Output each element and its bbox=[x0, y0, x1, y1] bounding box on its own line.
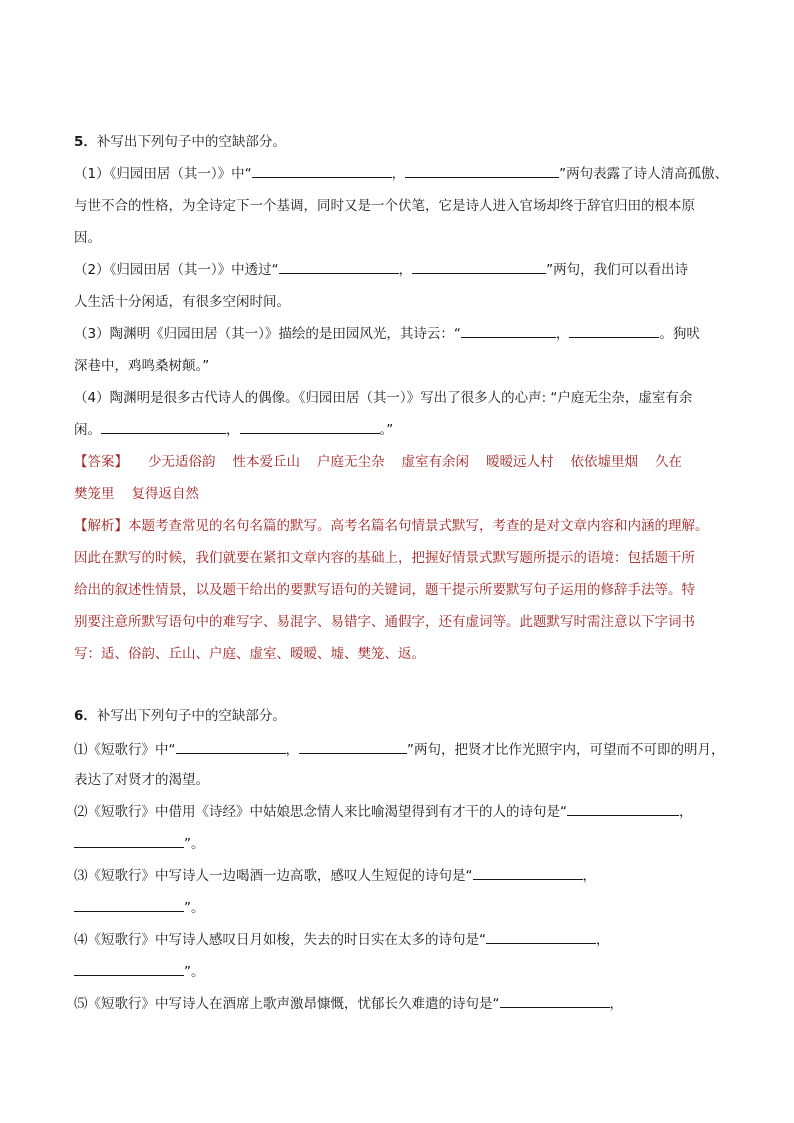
answer-label: 【答案】 bbox=[74, 454, 128, 470]
q5-sentence-3-cont: 深巷中，鸡鸣桑树颠。” bbox=[74, 358, 210, 374]
q6-sentence-2: ⑵《短歌行》中借用《诗经》中姑娘思念情人来比喻渴望得到有才干的人的诗句是“ ， bbox=[74, 804, 693, 820]
q6-sentence-4-cont: ”。 bbox=[74, 962, 734, 982]
q5-sentence-4: （4）陶渊明是很多古代诗人的偶像。《归园田居（其一）》写出了很多人的心声: “户庭无尘杂，虚室有余 bbox=[74, 390, 693, 406]
q5-sentence-1: （1）《归园田居（其一）》中“ ， ”两句表露了诗人清高孤傲、 bbox=[74, 166, 729, 182]
q5-sentence-2: （2）《归园田居（其一）》中透过“ ， ”两句，我们可以看出诗 bbox=[74, 262, 689, 278]
q6-number: 6 bbox=[74, 708, 84, 724]
answer-item: 复得返自然 bbox=[131, 486, 199, 502]
q5-sentence-2-cont: 人生活十分闲适，有很多空闲时间。 bbox=[74, 294, 290, 310]
answer-item: 户庭无尘杂 bbox=[317, 454, 385, 470]
q5-sentence-1-end: 因。 bbox=[74, 230, 101, 246]
q5-answer-line-2 bbox=[74, 484, 734, 504]
answer-blank[interactable] bbox=[461, 324, 556, 338]
analysis-label: 【解析】 bbox=[74, 518, 128, 534]
answer-blank[interactable] bbox=[569, 324, 659, 338]
answer-blank[interactable] bbox=[473, 866, 583, 880]
answer-blank[interactable] bbox=[412, 260, 546, 274]
answer-item: 暧暧远人村 bbox=[486, 454, 554, 470]
q6-sentence-4: ⑷《短歌行》中写诗人感叹日月如梭，失去的时日实在太多的诗句是“ ， bbox=[74, 932, 610, 948]
answer-item: 虚室有余闲 bbox=[401, 454, 469, 470]
q5-sentence-4-cont: 闲。 ， 。” bbox=[74, 422, 394, 438]
q6-sentence-1-cont: 表达了对贤才的渴望。 bbox=[74, 772, 209, 788]
answer-item: 依依墟里烟 bbox=[570, 454, 638, 470]
answer-blank[interactable] bbox=[500, 994, 610, 1008]
answer-blank[interactable] bbox=[74, 898, 184, 912]
answer-blank[interactable] bbox=[567, 802, 679, 816]
q5-analysis-line-2: 因此在默写的时候，我们就要在紧扣文章内容的基础上，把握好情景式默写题所提示的语境：包括题干所 bbox=[74, 550, 695, 566]
q6-heading: 6．补写出下列句子中的空缺部分。 bbox=[74, 708, 286, 724]
q6-sentence-3-cont: ”。 bbox=[74, 898, 734, 918]
q5-number: 5 bbox=[74, 134, 84, 150]
answer-blank[interactable] bbox=[252, 164, 392, 178]
answer-blank[interactable] bbox=[74, 834, 184, 848]
answer-item: 少无适俗韵 bbox=[148, 454, 216, 470]
q5-sentence-3: （3）陶渊明《归园田居（其一）》描绘的是田园风光，其诗云：“ ， 。狗吠 bbox=[74, 326, 700, 342]
answer-blank[interactable] bbox=[486, 930, 596, 944]
answer-blank[interactable] bbox=[176, 740, 286, 754]
answer-item: 久在 bbox=[655, 454, 682, 470]
q5-analysis-line-1: 【解析】本题考查常见的名句名篇的默写。高考名篇名句情景式默写，考查的是对文章内容和内涵的理解。 bbox=[74, 518, 709, 534]
q5-heading: 5．补写出下列句子中的空缺部分。 bbox=[74, 134, 286, 150]
answer-blank[interactable] bbox=[405, 164, 559, 178]
answer-blank[interactable] bbox=[101, 420, 226, 434]
q6-sentence-1: ⑴《短歌行》中“ ， ”两句，把贤才比作光照宇内，可望而不可即的明月， bbox=[74, 742, 725, 758]
answer-blank[interactable] bbox=[74, 962, 184, 976]
q5-analysis-line-4: 别要注意所默写语句中的难写字、易混字、易错字、通假字，还有虚词等。此题默写时需注意以下字词书 bbox=[74, 614, 695, 630]
answer-blank[interactable] bbox=[240, 420, 380, 434]
answer-item: 樊笼里 bbox=[74, 486, 115, 502]
answer-item: 性本爱丘山 bbox=[232, 454, 300, 470]
answer-blank[interactable] bbox=[299, 740, 407, 754]
q6-title: 补写出下列句子中的空缺部分。 bbox=[96, 708, 286, 724]
q5-analysis-line-5: 写：适、俗韵、丘山、户庭、虚室、暧暧、墟、樊笼、返。 bbox=[74, 646, 425, 662]
q6-sentence-2-cont: ”。 bbox=[74, 834, 734, 854]
q5-analysis-line-3: 给出的叙述性情景，以及题干给出的要默写语句的关键词，题干提示所要默写句子运用的修辞手法等。特 bbox=[74, 582, 695, 598]
q5-sentence-1-cont: 与世不合的性格，为全诗定下一个基调，同时又是一个伏笔，它是诗人进入官场却终于辞官归田的根本原 bbox=[74, 198, 695, 214]
answer-blank[interactable] bbox=[279, 260, 399, 274]
q6-sentence-5: ⑸《短歌行》中写诗人在酒席上歌声激昂慷慨，忧郁长久难遣的诗句是“ ， bbox=[74, 996, 623, 1012]
q5-answer-line-1 bbox=[74, 452, 734, 472]
q6-sentence-3: ⑶《短歌行》中写诗人一边喝酒一边高歌，感叹人生短促的诗句是“ ， bbox=[74, 868, 596, 884]
q5-title: 补写出下列句子中的空缺部分。 bbox=[96, 134, 286, 150]
